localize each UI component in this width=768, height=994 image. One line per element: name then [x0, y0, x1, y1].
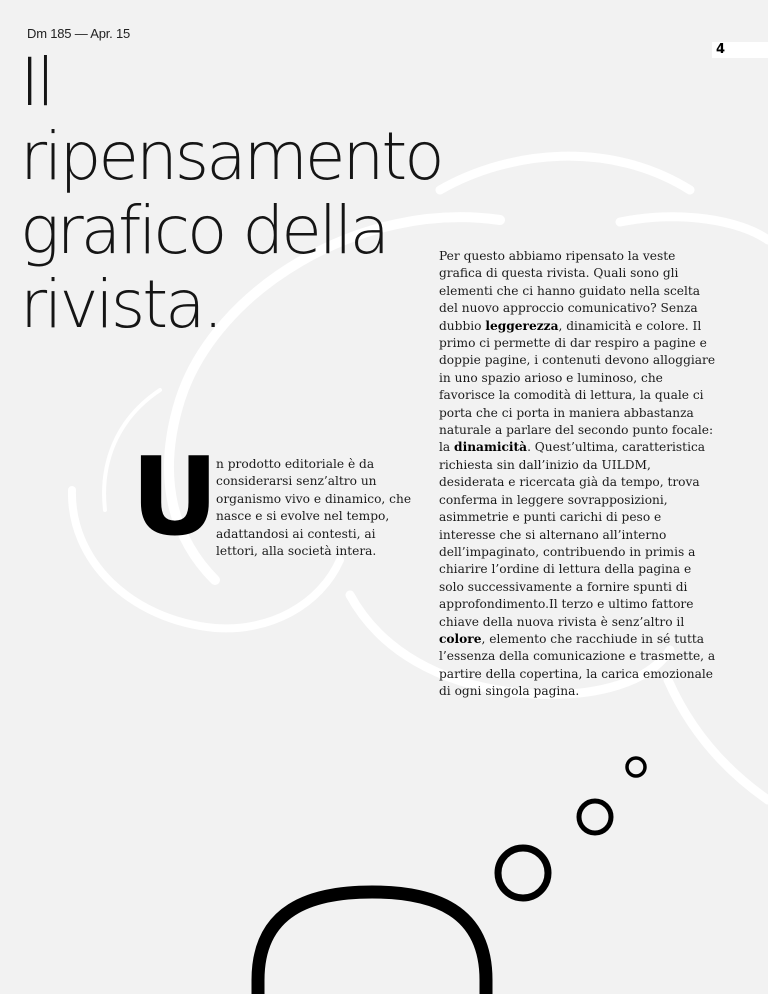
body-text-part-2: , dinamicità e colore. Il primo ci permette di dar respiro a pagine e doppie pagine, i contenuti devono alloggiare in uno spazio arioso e luminoso, che favorisce la comodità di lettura, la quale ci porta che ci porta in maniera abbastanza naturale a parlare del secondo punto focale: la: [439, 318, 716, 455]
page-number: 4: [712, 42, 768, 58]
bubble-medium: [579, 801, 611, 833]
body-text-part-1: Per questo abbiamo ripensato la veste grafica di questa rivista. Quali sono gli elementi che ci hanno guidato nella scelta del nuovo approccio comunicativo? Senza dubbio: [439, 249, 701, 333]
body-text-part-4: , elemento che racchiude in sé tutta l’essenza della comunicazione e trasmette, a partire della copertina, la carica emozionale di ogni singola pagina.: [439, 631, 716, 699]
intro-paragraph: n prodotto editoriale è da considerarsi senz’altro un organismo vivo e dinamico, che nasce e si evolve nel tempo, adattandosi ai contesti, ai lettori, alla società intera.: [216, 457, 412, 559]
keyword-leggerezza: leggerezza: [485, 318, 559, 333]
bottom-black-arch: [258, 892, 486, 994]
bubble-small: [627, 758, 645, 776]
bubble-large: [498, 848, 548, 898]
keyword-colore: colore: [439, 631, 482, 646]
drop-cap: U: [131, 435, 215, 560]
keyword-dinamicita: dinamicità: [454, 440, 528, 455]
body-text-part-3: . Quest’ultima, caratteristica richiesta sin dall’inizio da UILDM, desiderata e ricercata già da tempo, trova conferma in leggere sovrapposizioni, asimmetrie e punti carichi di peso e interesse che si alternano all’interno dell’impaginato, contribuendo in primis a chiarire l’ordine di lettura della pagina e solo successivamente a fornire spunti di approfondimento.Il terzo e ultimo fattore chiave della nuova rivista è senz’altro il: [439, 440, 706, 629]
cloud-arc-right: [620, 217, 768, 240]
body-paragraph: [439, 248, 719, 701]
issue-label: Dm 185 — Apr. 15: [27, 26, 131, 41]
article-title: Il ripensamento grafico della rivista.: [20, 44, 442, 343]
